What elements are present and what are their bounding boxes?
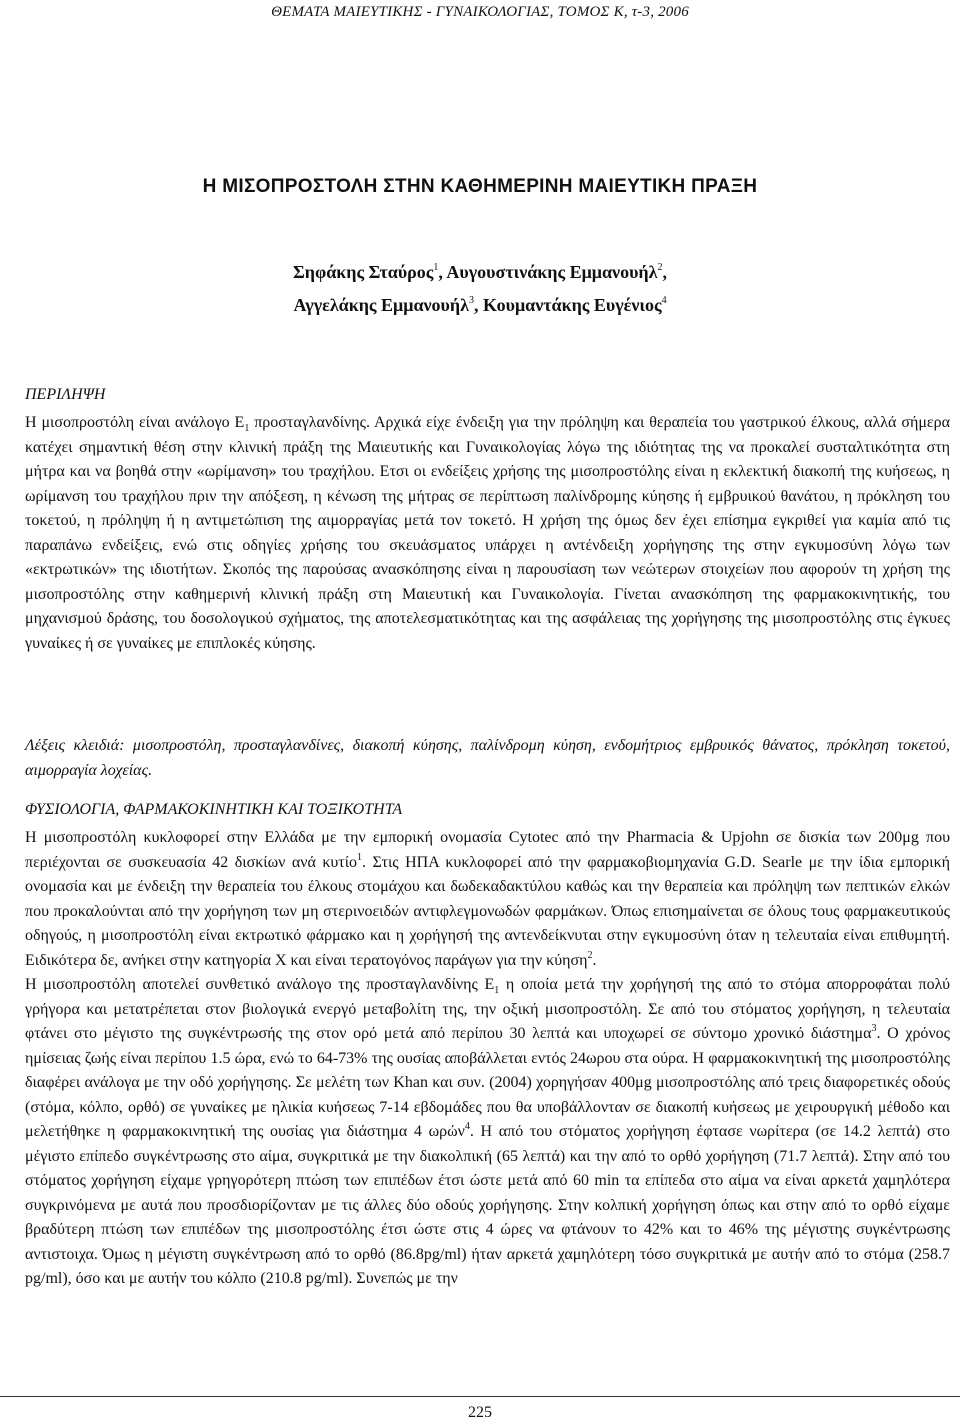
author-affiliation: 4 <box>661 295 667 306</box>
text-run: Η μισοπροστόλη αποτελεί συνθετικό ανάλογο της προσταγλανδίνης Ε <box>25 976 495 993</box>
physiology-body <box>25 826 950 1292</box>
author-name: Κουμαντάκης Ευγένιος <box>482 295 662 315</box>
keywords: Λέξεις κλειδιά: μισοπροστόλη, προσταγλανδίνες, διακοπή κύησης, παλίνδρομη κύηση, ενδομήτριος εμβρυικός θάνατος, πρόκληση τοκετού, αιμορραγία λοχείας. <box>25 737 950 779</box>
text-run: προσταγλανδίνης. Αρχικά είχε ένδειξη για την πρόληψη και θεραπεία του γαστρικού έλκους, αλλά σήμερα κατέχει σημαντική θέση στην κλινική πράξη της Μαιευτικής και Γυναικολογίας λόγω της ιδιότητας της να προκαλεί συσταλτικότητα στη μήτρα και να βοηθά στην «ωρίμανση» του τραχήλου. Ετσι οι ενδείξεις χρήσης της μισοπροστόλης είναι η εκλεκτική διακοπή της κυήσεως, η ωρίμανση του τραχήλου πριν την απόξεση, η κένωση της μήτρας σε περίπτωση παλίνδρομης κύησης ή εμβρυικού θανάτου, η πρόκληση του τοκετού, η πρόληψη ή η αντιμετώπιση της αιμορραγίας μετά τον τοκετό. Η χρήση της όμως δεν έχει επίσημα εγκριθεί για καμία από τις παραπάνω ενδείξεις, ενώ στις οδηγίες χρήσης του σκευάσματος υπάρχει η αντένδειξη χορήγησης της στην εγκυμοσύνη λόγω των «εκτρωτικών» της ιδιοτήτων. Σκοπός της παρούσας ανασκόπησης είναι η παρουσίαση των νεώτερων στοιχείων που αφορούν τη χρήση της μισοπροστόλης στην καθημερινή κλινική πράξη στη Μαιευτική και Γυναικολογία. Γίνεται ανασκόπηση της φαρμακοκινητικής, του μηχανισμού δράσης, του δοσολογικού σχήματος, της αποτελεσματικότητας και της ασφάλειας της χορήγησης της μισοπροστόλης στις έγκυες γυναίκες ή σε γυναίκες με επιπλοκές κύησης. <box>25 414 950 652</box>
text-run: Η μισοπροστόλη είναι ανάλογο Ε <box>25 414 245 431</box>
section-heading-physiology: ΦΥΣΙΟΛΟΓΙΑ, ΦΑΡΜΑΚΟΚΙΝΗΤΙΚΗ ΚΑΙ ΤΟΞΙΚΟΤΗΤΑ <box>25 801 403 818</box>
page-number: 225 <box>468 1404 492 1421</box>
citation: 3 <box>871 1023 877 1034</box>
author-list <box>0 256 960 322</box>
separator: , <box>662 262 667 282</box>
citation: 4 <box>464 1121 470 1132</box>
article-title: Η ΜΙΣΟΠΡΟΣΤΟΛΗ ΣΤΗΝ ΚΑΘΗΜΕΡΙΝΗ ΜΑΙΕΥΤΙΚΗ ΠΡΑΞΗ <box>202 176 758 197</box>
separator: , <box>473 295 479 315</box>
text-run: Η μισοπροστόλη κυκλοφορεί στην Ελλάδα με την εμπορική ονομασία Cytotec από την Pharmacia & Upjohn σε δισκία των 200μg που περιέχονται σε συσκευασία 42 δισκίων ανά κυτίο <box>25 829 950 871</box>
text-run: η οποία μετά την χορήγησή της από το στόμα απορροφάται πολύ γρήγορα και μετατρέπεται στον βιολογικά ενεργό μεταβολίτη της, την οξική μισοπροστόλη. Σε από του στόματος χορήγηση, η τελευταία φτάνει στο μέγιστο της συγκέντρωσής της στον ορό μετά από περίπου 30 λεπτά και υποχωρεί σε σύντομο χρονικό διάστημα <box>25 976 950 1042</box>
citation: 2 <box>587 949 593 961</box>
author-line-1 <box>0 256 960 289</box>
citation: 1 <box>357 851 363 863</box>
author-line-2 <box>0 289 960 322</box>
subscript: 1 <box>494 985 500 996</box>
text-run: . Ο χρόνος ημίσειας ζωής είναι περίπου 1.5 ώρα, ενώ το 64-73% της ουσίας αποβάλλεται εντός 24ωρου στα ούρα. Η φαρμακοκινητική της μισοπροστόλης διαφέρει ανάλογα με την οδό χορήγησης. Σε μελέτη των Khan και συν. (2004) χορηγήσαν 400μg μισοπροστόλης από τρεις διαφορετικές οδούς (στόμα, κόλπο, ορθό) σε γυναίκες με ηλικία κυήσεως 7-14 εβδομάδες που θα υποβάλλονταν σε διακοπή κυήσεως με χειρουργική μέθοδο και μελετήθηκε η φαρμακοκινητική της ουσίας για διάστημα 4 ωρών <box>25 1025 951 1140</box>
author-name: Αγγελάκης Εμμανουήλ <box>293 295 469 315</box>
footer-rule <box>0 1396 960 1397</box>
subscript: 1 <box>244 423 250 434</box>
author-affiliation: 1 <box>433 262 439 273</box>
text-run: . Στις ΗΠΑ κυκλοφορεί από την φαρμακοβιομηχανία G.D. Searle με την ίδια εμπορική ονομασία και με ένδειξη την θεραπεία του έλκους στομάχου και δωδεκαδακτύλου καθώς και την θεραπεία και πρόληψη των πεπτικών ελκών που προκαλούνται από την χορήγηση των μη στερινοειδών αντιφλεγμονωδών φαρμάκων. Όπως επισημαίνεται σε όλους τους φαρμακευτικούς οδηγούς, η μισοπροστόλη είναι εκτρωτικό φάρμακο και η χορήγησή της αντενδείκνυται στην εγκυμοσύνη όταν η τελευταία είναι επιθυμητή. Ειδικότερα δε, ανήκει στην κατηγορία Χ και είναι τερατογόνος παράγων για την κύηση <box>25 853 951 969</box>
running-header: ΘΕΜΑΤΑ ΜΑΙΕΥΤΙΚΗΣ - ΓΥΝΑΙΚΟΛΟΓΙΑΣ, ΤΟΜΟΣ Κ, τ-3, 2006 <box>271 4 689 20</box>
author-affiliation: 2 <box>657 262 663 273</box>
abstract-body <box>25 411 950 656</box>
body-paragraph-1 <box>25 826 950 973</box>
body-paragraph-2 <box>25 973 950 1292</box>
abstract-heading: ΠΕΡΙΛΗΨΗ <box>25 386 106 403</box>
separator: , <box>438 262 443 282</box>
author-affiliation: 3 <box>468 295 474 306</box>
text-run: . Η από του στόματος χορήγηση έφτασε νωρίτερα (σε 14.2 λεπτά) στο μέγιστο επίπεδο συγκέντρωσης στο αίμα, συγκριτικά με την διακολπική (65 λεπτά) και την από το ορθό χορήγηση (71.7 λεπτά). Στην από του στόματος χορήγηση είχαμε γρηγορότερη πτώση των επιπέδων έτσι ώστε μετά από 60 min τα επίπεδα στο αίμα να είναι αρκετά χαμηλότερα συγκρινόμενα με αυτά που προσδιορίζονταν με τις άλλες δύο οδούς χορήγησης. Στην κολπική χορήγηση όπως και στην από το ορθό είχαμε βραδύτερη πτώση των επιπέδων της μισοπροστόλης έτσι ώστε στις 4 ώρες να φτάνουν το 42% και το 46% της μέγιστης συγκέντρωσης αντιστοιχα. Όμως η μέγιστη συγκέντρωση από το ορθό (86.8pg/ml) ήταν αρκετά χαμηλότερη τόσο συγκριτικά με αυτήν από το στόμα (258.7 pg/ml), όσο και με αυτήν του κόλπο (210.8 pg/ml). Συνεπώς με την <box>25 1123 950 1287</box>
author-name: Αυγουστινάκης Εμμανουήλ <box>446 262 658 282</box>
text-run: . <box>592 951 597 969</box>
abstract-paragraph <box>25 411 950 656</box>
author-name: Σηφάκης Σταύρος <box>293 262 434 282</box>
